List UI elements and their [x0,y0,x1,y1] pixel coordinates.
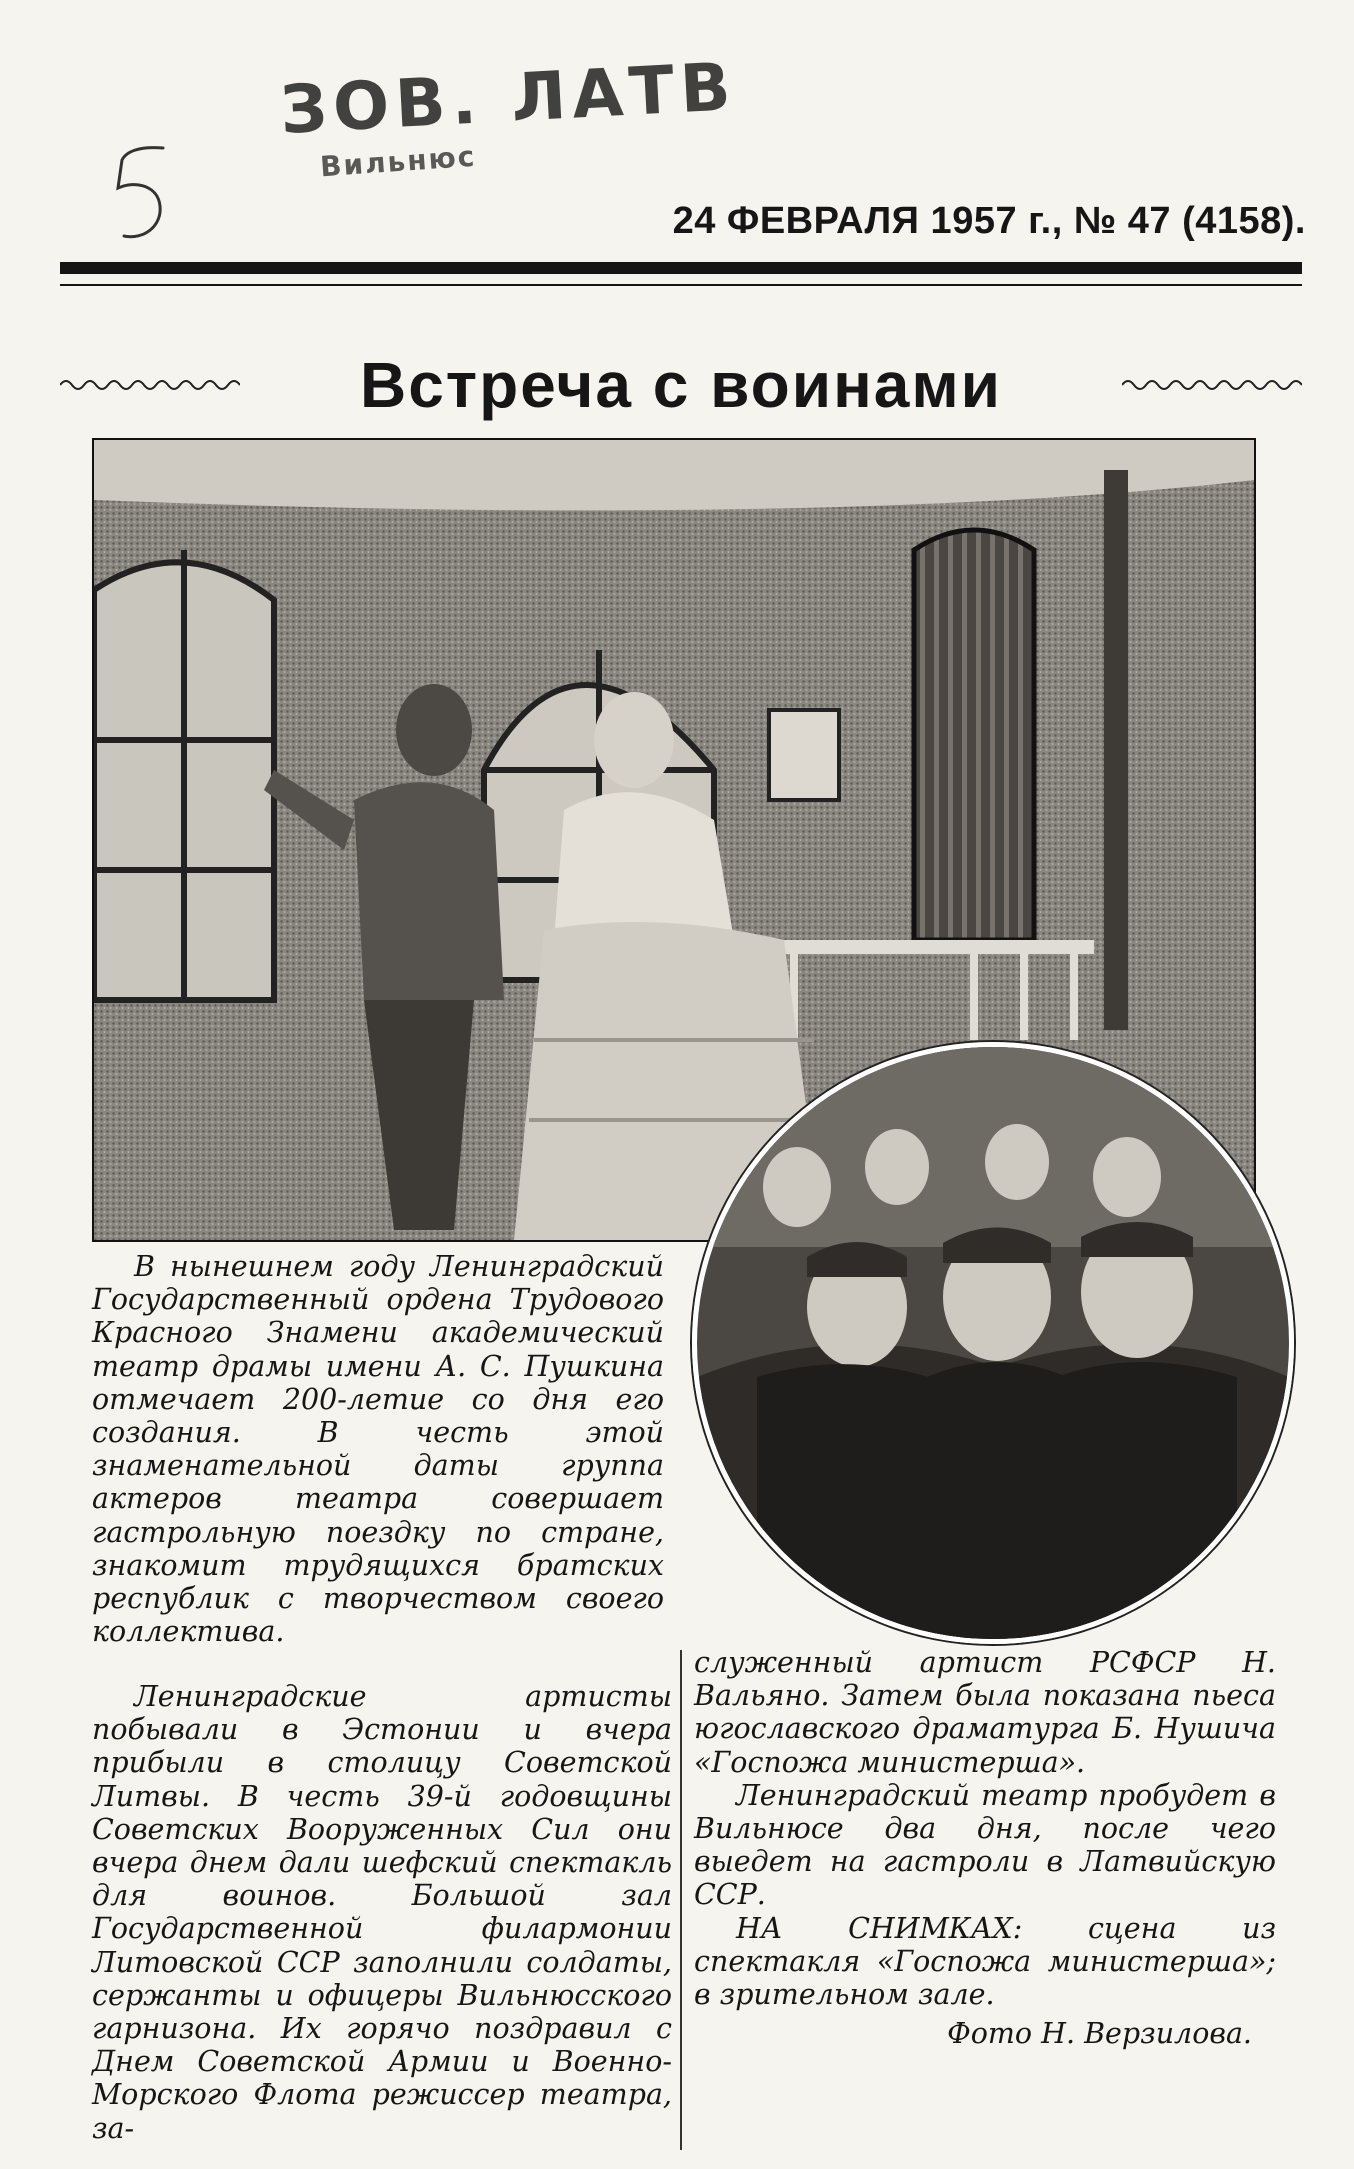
article-column-c [694,1646,1276,2050]
photo-caption: НА СНИМКАХ: сцена из спектакля «Госпожа министерша»; в зрительном зале. [694,1911,1276,2012]
archive-stamp-sub: Вильнюс [319,139,478,184]
audience-scene [697,1047,1289,1639]
headline-row [60,340,1302,430]
left-ornament [60,375,240,395]
article-headline: Встреча с воинами [359,349,1003,421]
right-ornament [1122,375,1302,395]
article-column-a [92,1250,664,1648]
paragraph-4: Ленинградский театр пробудет в Вильнюсе два дня, после чего выедет на гастроли в Латвийскую ССР. [694,1778,1276,1912]
audience-photo [692,1042,1294,1644]
archive-stamp: ЗОВ. ЛАТВ [278,48,739,149]
photo-credit: Фото Н. Верзилова. [947,2017,1252,2051]
masthead-rule-thin [60,284,1302,286]
issue-dateline: 24 ФЕВРАЛЯ 1957 г., № 47 (4158). [672,200,1306,242]
masthead-rule-thick [60,262,1302,274]
paragraph-2: Ленинградские артисты побывали в Эстонии и вчера прибыли в столицу Советской Литвы. В честь 39-й годовщины Советских Вооруженных Сил они вчера днем дали шефский спектакль для воинов. Большой зал Государственной филармонии Литовской ССР заполнили солдаты, сержанты и офицеры Вильнюсского гарнизона. Их горячо поздравил с Днем Советской Армии и Военно-Морского Флота режиссер театра, за- [92,1680,672,2145]
article-column-b [92,1680,672,2145]
paragraph-3: служенный артист РСФСР Н. Вальяно. Затем была показана пьеса югославского драматурга Б. Нушича «Госпожа министерша». [694,1646,1276,1779]
column-divider [680,1650,682,2150]
pencil-mark [108,140,178,250]
paragraph-1: В нынешнем году Ленинградский Государственный ордена Трудового Красного Знамени академический театр драмы имени А. С. Пушкина отмечает 200-летие со дня его создания. В честь этой знаменательной даты группа актеров театра совершает гастрольную поездку по стране, знакомит трудящихся братских республик с творчеством своего коллектива. [92,1250,664,1649]
